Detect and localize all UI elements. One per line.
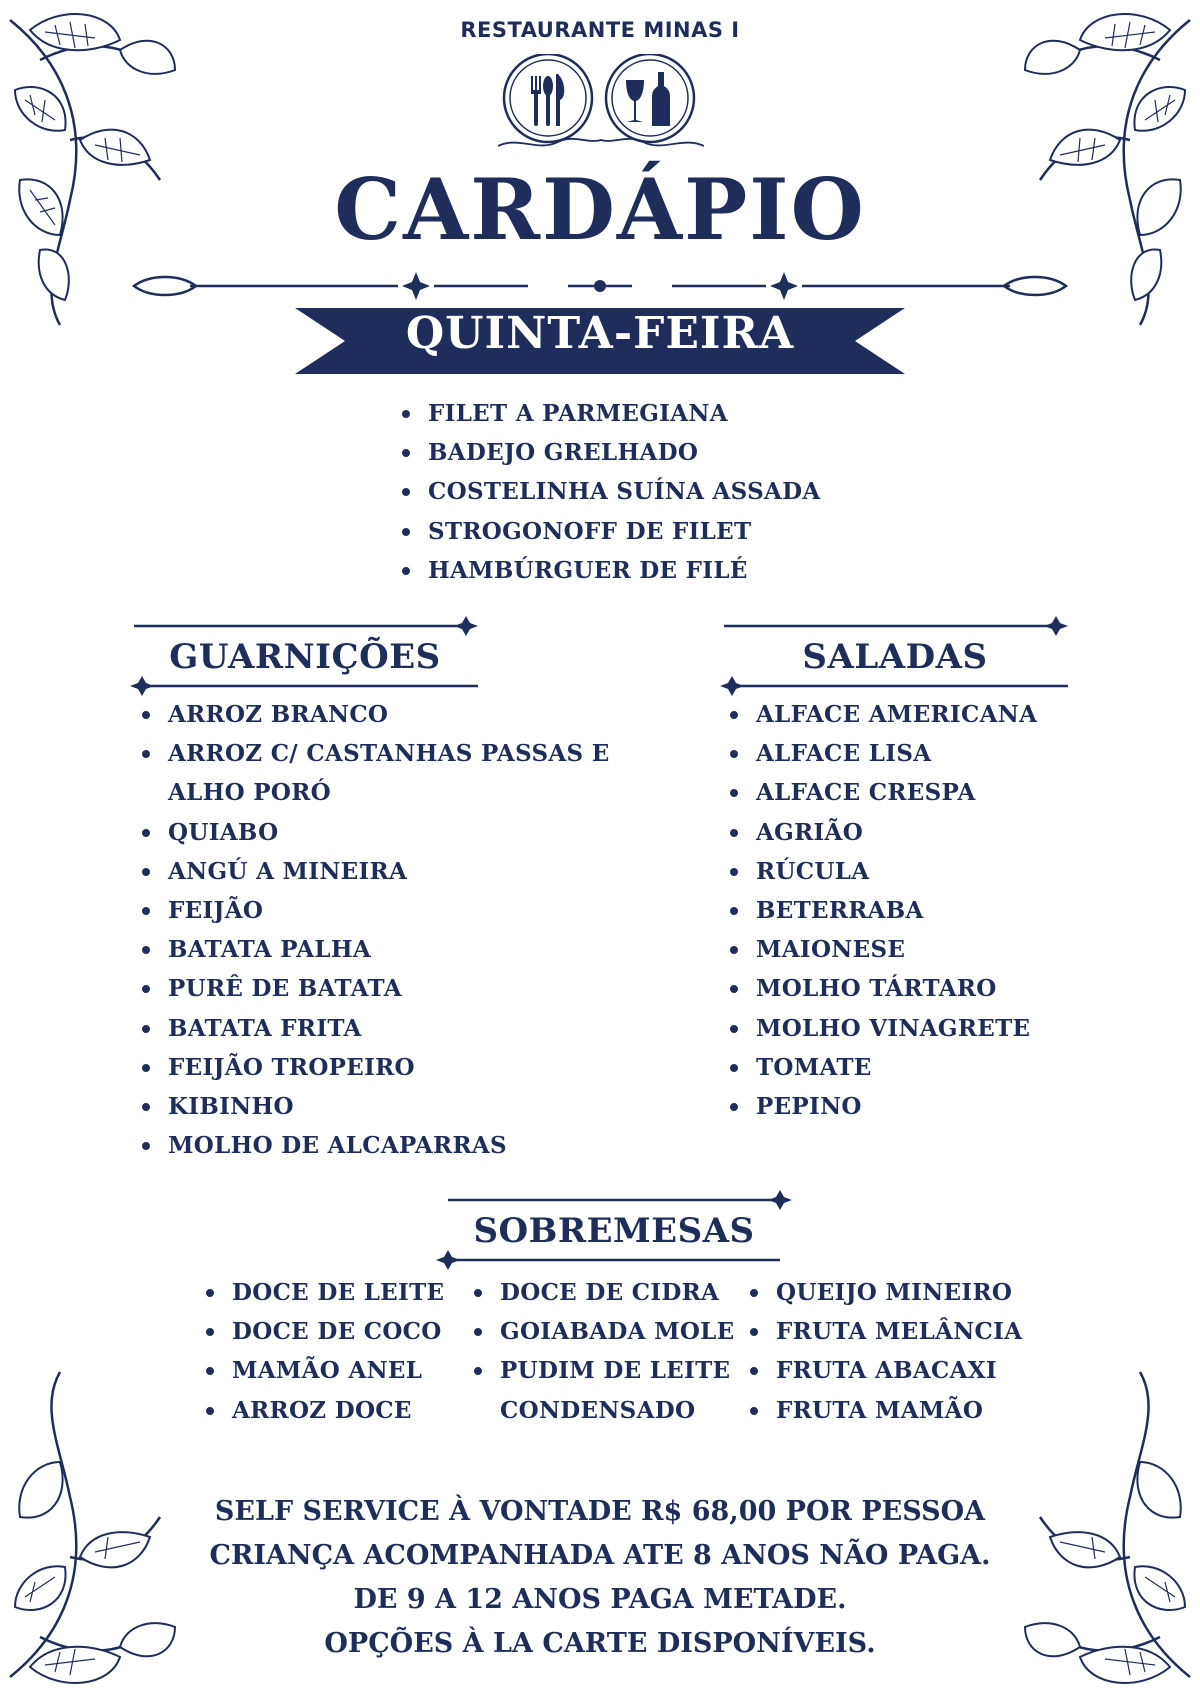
list-item: CONDENSADO <box>500 1396 696 1424</box>
list-item: AGRIÃO <box>728 813 1037 852</box>
list-item: DOCE DE LEITE <box>204 1273 444 1312</box>
list-item: QUIABO <box>140 813 610 852</box>
saladas-list <box>728 695 1037 1126</box>
restaurant-name: RESTAURANTE MINAS I <box>460 18 740 42</box>
list-item: BATATA PALHA <box>140 930 610 969</box>
list-item: GOIABADA MOLE <box>472 1312 734 1351</box>
list-item: PEPINO <box>728 1087 1037 1126</box>
list-item: FILET A PARMEGIANA <box>400 394 821 433</box>
list-item: FRUTA MAMÃO <box>748 1391 1022 1430</box>
list-item: TOMATE <box>728 1048 1037 1087</box>
list-item: PURÊ DE BATATA <box>140 969 610 1008</box>
saladas-title: SALADAS <box>802 637 988 677</box>
list-item: MOLHO DE ALCAPARRAS <box>140 1126 610 1165</box>
page-title: CARDÁPIO <box>334 160 866 259</box>
list-item: ANGÚ A MINEIRA <box>140 852 610 891</box>
list-item: MAIONESE <box>728 930 1037 969</box>
list-item: FRUTA ABACAXI <box>748 1351 1022 1390</box>
list-item: ALFACE AMERICANA <box>728 695 1037 734</box>
list-item: MOLHO TÁRTARO <box>728 969 1037 1008</box>
footer-line-2: CRIANÇA ACOMPANHADA ATE 8 ANOS NÃO PAGA. <box>209 1540 991 1571</box>
list-item: ARROZ BRANCO <box>140 695 610 734</box>
pricing-info <box>0 1490 1200 1666</box>
guarnicoes-title: GUARNIÇÕES <box>169 637 441 677</box>
list-item: KIBINHO <box>140 1087 610 1126</box>
diamond-divider <box>130 268 1070 304</box>
footer-line-4: OPÇÕES À LA CARTE DISPONÍVEIS. <box>324 1628 876 1659</box>
main-dishes-list <box>400 394 821 590</box>
list-item: ALHO PORÓ <box>168 779 331 807</box>
list-item: STROGONOFF DE FILET <box>400 512 821 551</box>
list-item: QUEIJO MINEIRO <box>748 1273 1022 1312</box>
day-label: QUINTA-FEIRA <box>405 308 795 359</box>
list-item: DOCE DE COCO <box>204 1312 444 1351</box>
list-item: COSTELINHA SUÍNA ASSADA <box>400 472 821 511</box>
sobremesas-col1 <box>204 1273 444 1430</box>
list-item: FEIJÃO TROPEIRO <box>140 1048 610 1087</box>
sobremesas-title: SOBREMESAS <box>473 1211 755 1251</box>
list-item: ALFACE LISA <box>728 734 1037 773</box>
guarnicoes-list <box>140 695 610 1165</box>
sobremesas-col2 <box>472 1273 734 1430</box>
list-item: FRUTA MELÂNCIA <box>748 1312 1022 1351</box>
list-item: ALFACE CRESPA <box>728 773 1037 812</box>
list-item: FEIJÃO <box>140 891 610 930</box>
list-item: MOLHO VINAGRETE <box>728 1009 1037 1048</box>
list-item: ARROZ C/ CASTANHAS PASSAS E <box>140 734 610 773</box>
list-item: ARROZ DOCE <box>204 1391 444 1430</box>
list-item: BATATA FRITA <box>140 1009 610 1048</box>
list-item: RÚCULA <box>728 852 1037 891</box>
list-item: DOCE DE CIDRA <box>472 1273 734 1312</box>
list-item: MAMÃO ANEL <box>204 1351 444 1390</box>
list-item: PUDIM DE LEITE <box>472 1351 734 1390</box>
list-item: HAMBÚRGUER DE FILÉ <box>400 551 821 590</box>
cutlery-icon <box>531 74 564 126</box>
list-item: BETERRABA <box>728 891 1037 930</box>
footer-line-3: DE 9 A 12 ANOS PAGA METADE. <box>353 1584 847 1615</box>
wine-icon <box>626 72 670 126</box>
footer-line-1: SELF SERVICE À VONTADE R$ 68,00 POR PESSOA <box>214 1496 986 1527</box>
list-item: BADEJO GRELHADO <box>400 433 821 472</box>
sobremesas-col3 <box>748 1273 1022 1430</box>
restaurant-logo <box>498 54 704 152</box>
